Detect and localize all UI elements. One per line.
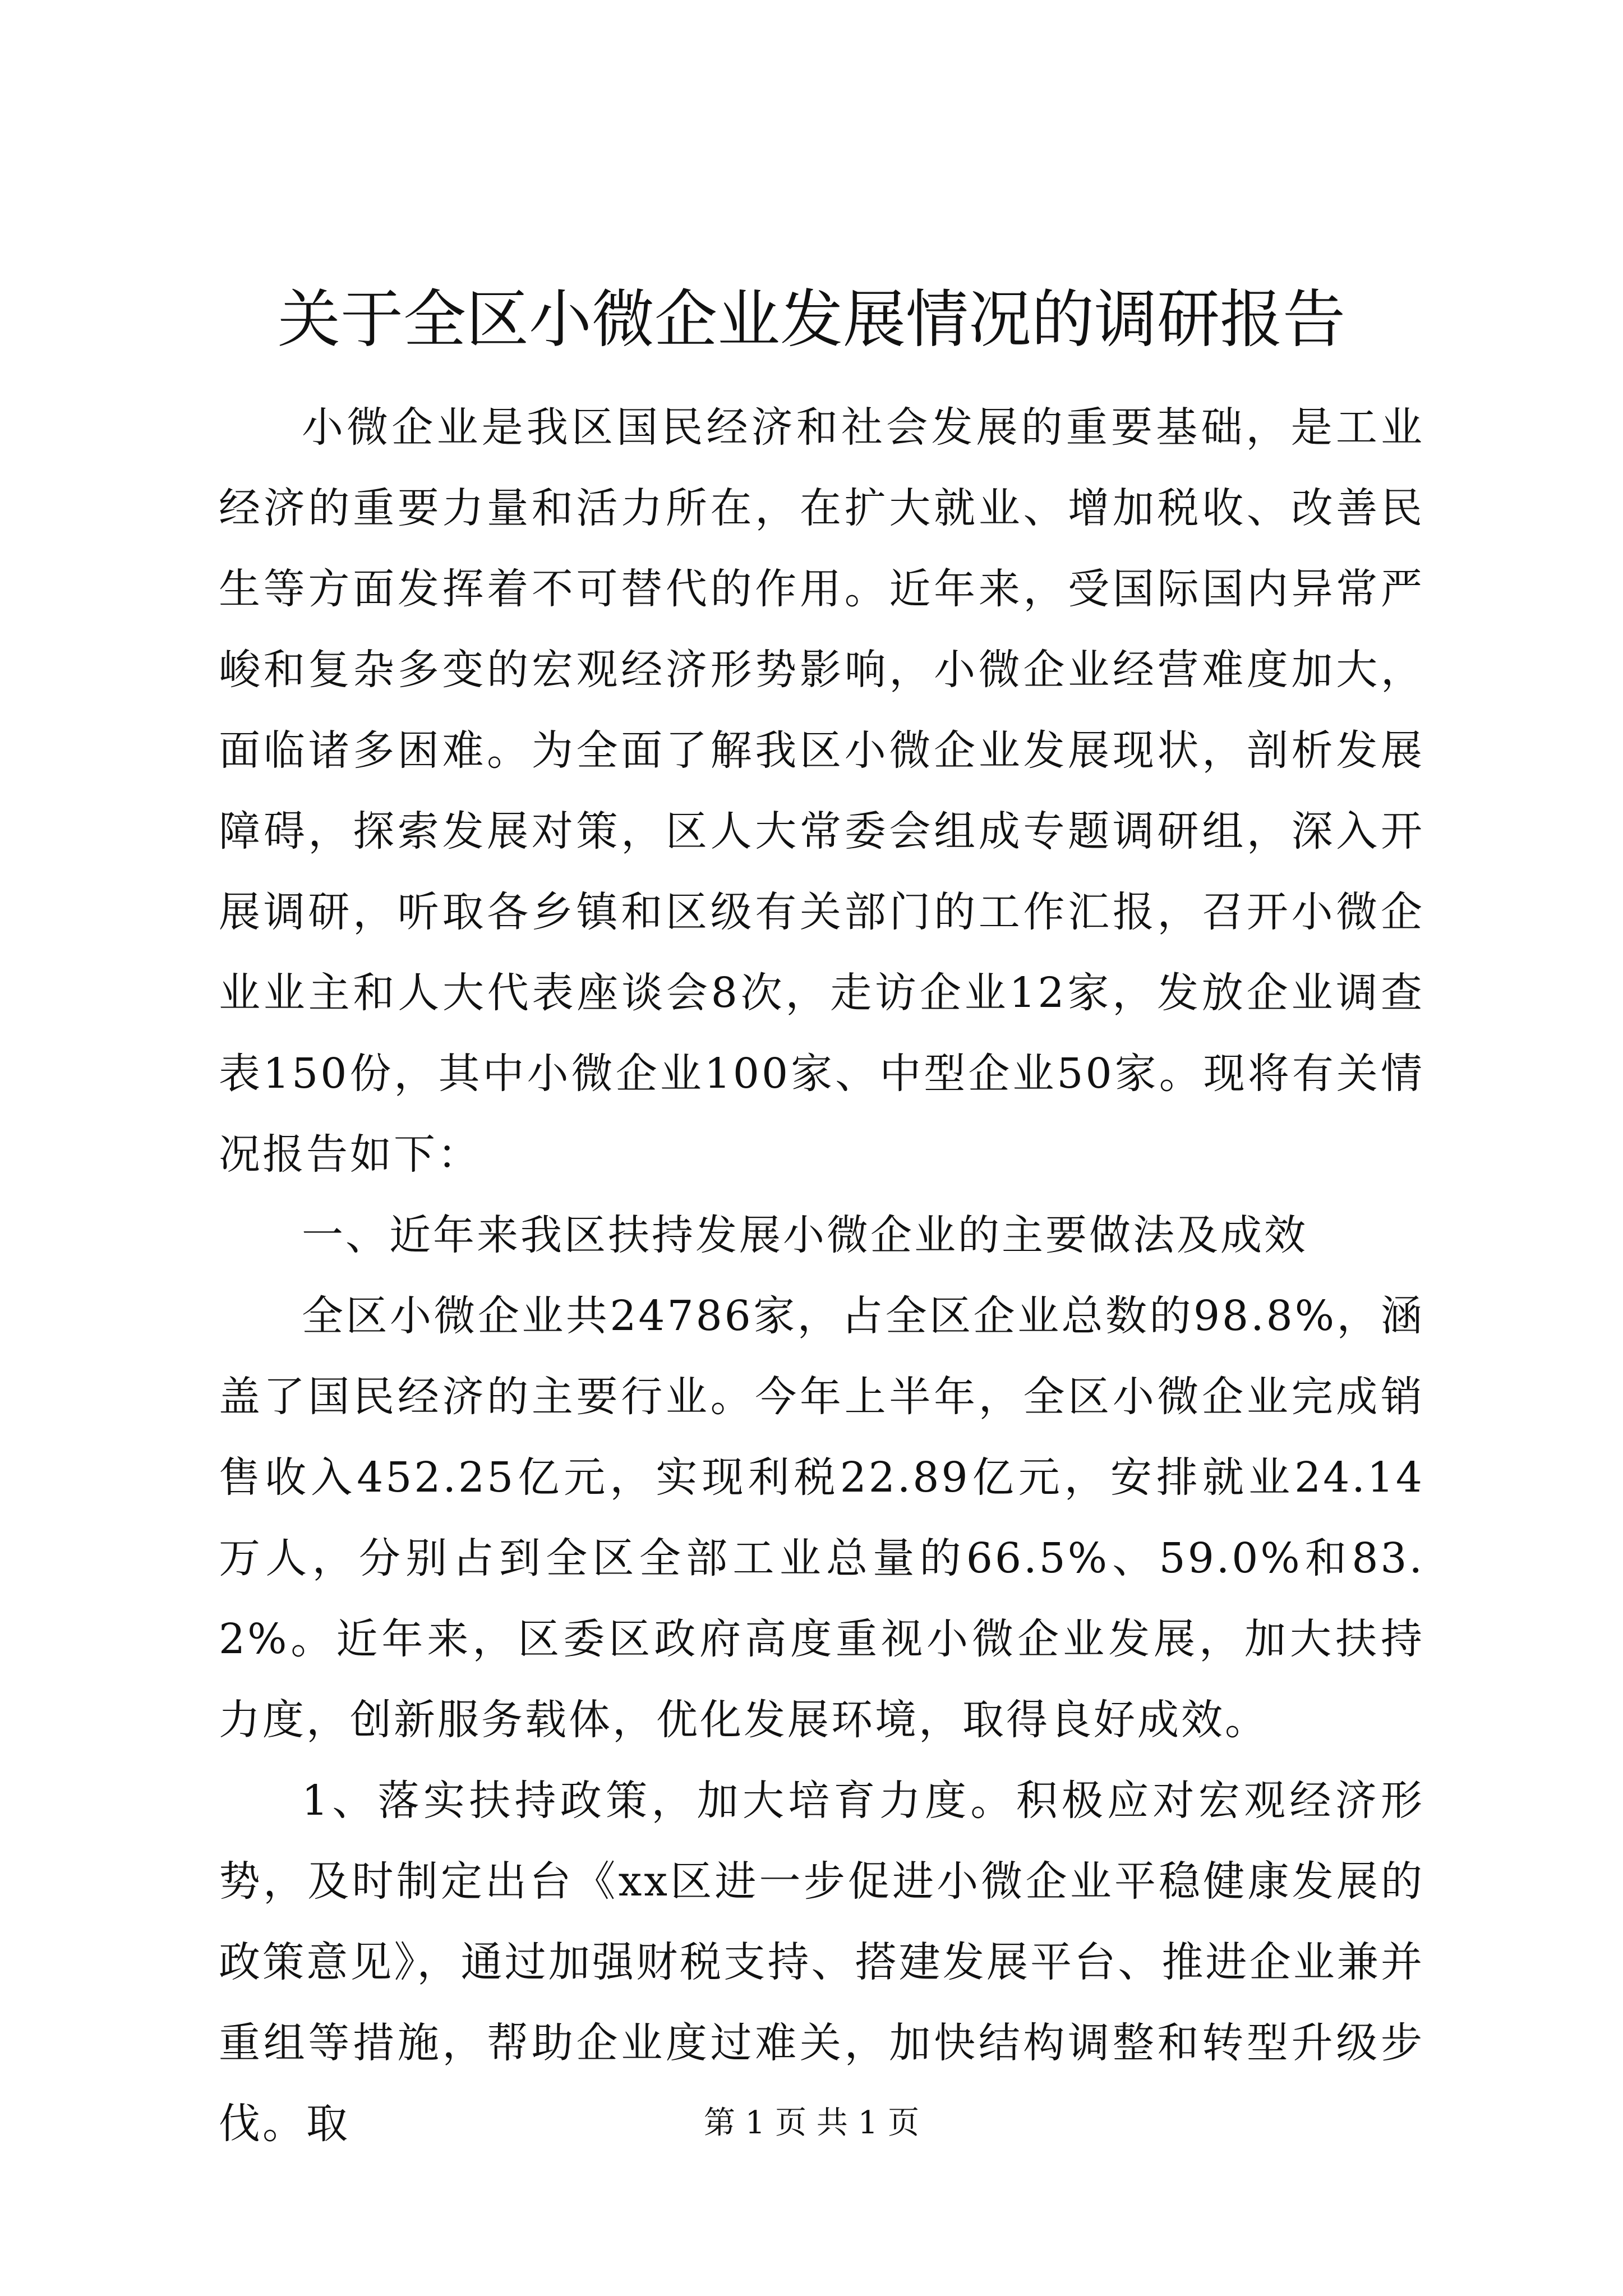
paragraph-item-1: 1、落实扶持政策，加大培育力度。积极应对宏观经济形势，及时制定出台《xx区进一步促进小微企业平稳健康发展的政策意见》，通过加强财税支持、搭建发展平台、推进企业兼并重组等措施，帮助企业度过难关，加快结构调整和转型升级步伐。取: [219, 1777, 1424, 2148]
document-body: [219, 387, 1424, 2164]
paragraph-intro: 小微企业是我区国民经济和社会发展的重要基础，是工业经济的重要力量和活力所在，在扩大就业、增加税收、改善民生等方面发挥着不可替代的作用。近年来，受国际国内异常严峻和复杂多变的宏观经济形势影响，小微企业经营难度加大，面临诸多困难。为全面了解我区小微企业发展现状，剖析发展障碍，探索发展对策，区人大常委会组成专题调研组，深入开展调研，听取各乡镇和区级有关部门的工作汇报，召开小微企业业主和人大代表座谈会8次，走访企业12家，发放企业调查表150份，其中小微企业100家、中型企业50家。现将有关情况报告如下：: [219, 403, 1424, 1179]
document-title: 关于全区小微企业发展情况的调研报告: [278, 283, 1345, 356]
paragraph-overview: 全区小微企业共24786家，占全区企业总数的98.8%，涵盖了国民经济的主要行业。今年上半年，全区小微企业完成销售收入452.25亿元，实现利税22.89亿元，安排就业24.14万人，分别占到全区全部工业总量的66.5%、59.0%和83.2%。近年来，区委区政府高度重视小微企业发展，加大扶持力度，创新服务载体，优化发展环境，取得良好成效。: [219, 1292, 1424, 1744]
page-number-footer: 第 1 页 共 1 页: [703, 2105, 920, 2141]
section-heading-1: 一、近年来我区扶持发展小微企业的主要做法及成效: [302, 1211, 1308, 1259]
